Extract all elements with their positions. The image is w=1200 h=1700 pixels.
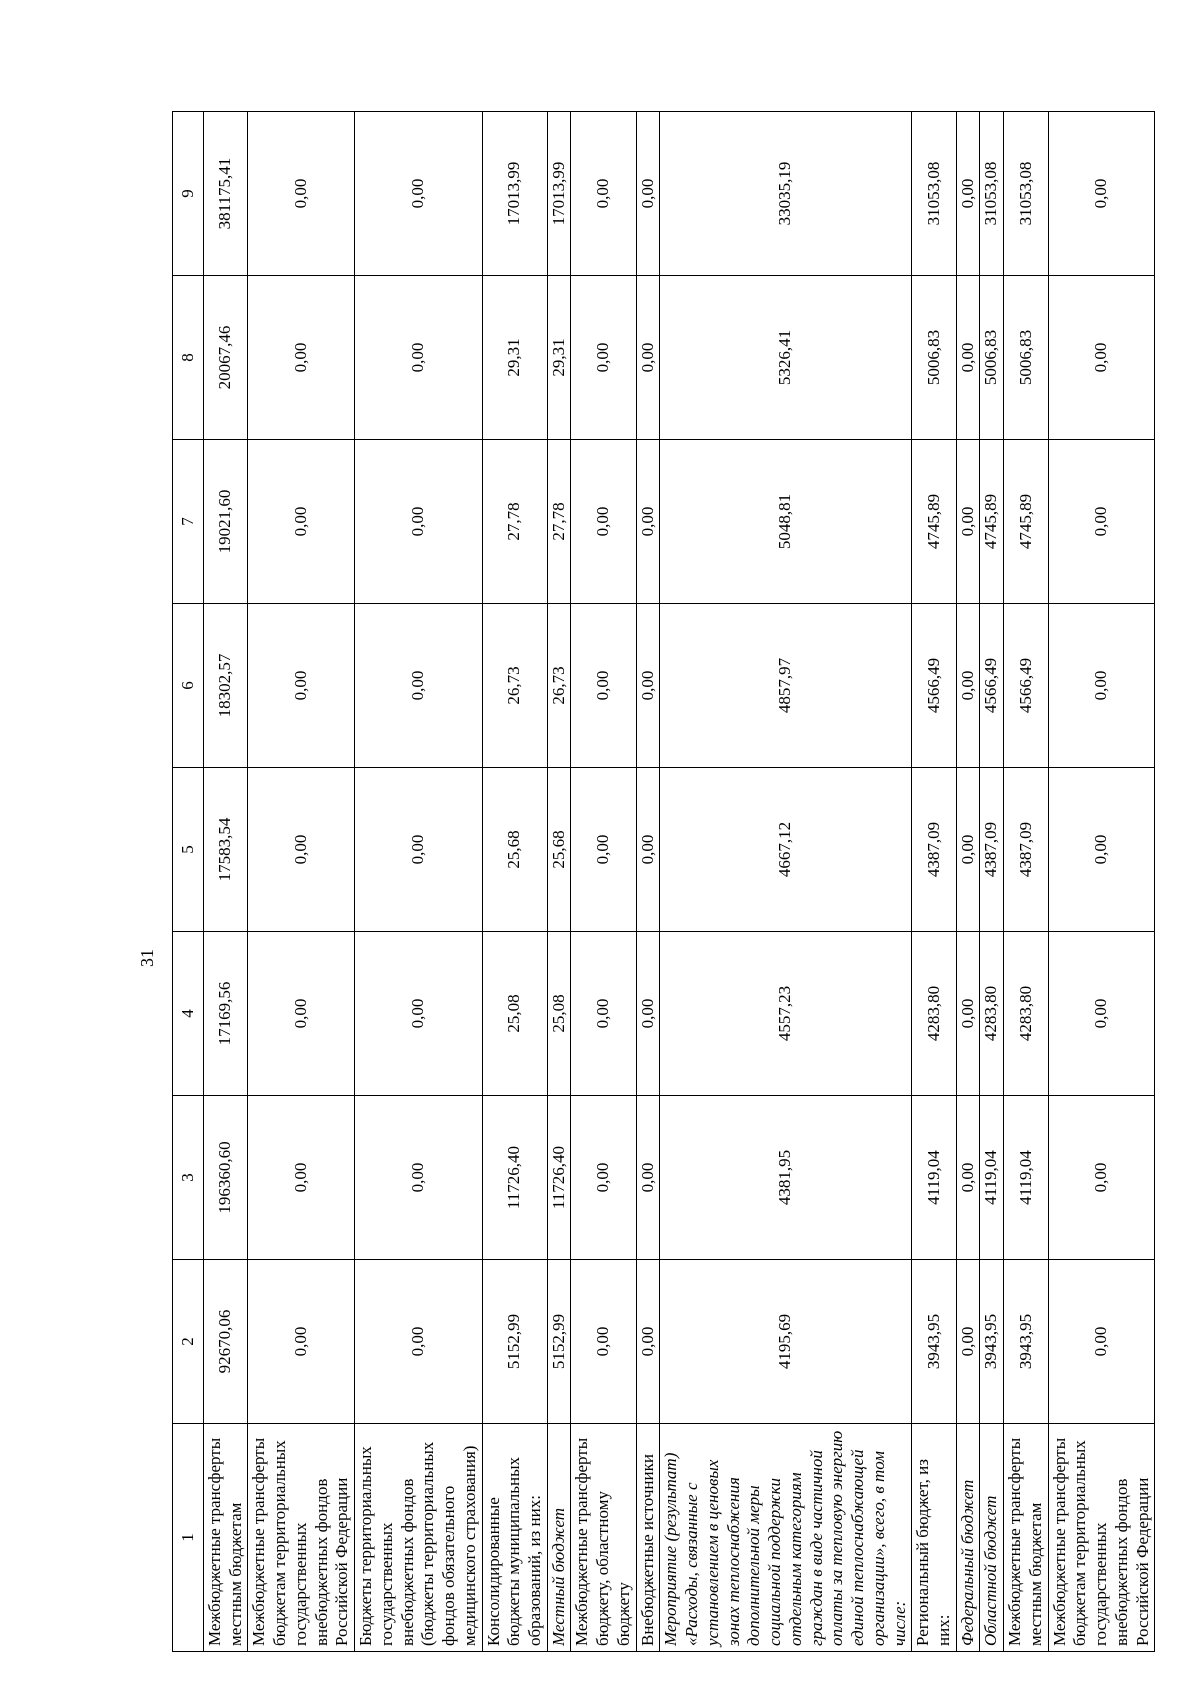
table-row (204, 112, 248, 1652)
table-cell: 18302,57 (204, 604, 248, 768)
table-cell: 5048,81 (660, 440, 912, 604)
table-cell: 0,00 (956, 276, 980, 440)
table-cell: 0,00 (1048, 1260, 1155, 1424)
table-cell: 3943,95 (980, 1260, 1004, 1424)
table-row (660, 112, 912, 1652)
row-label: Мероприятие (результат) «Расходы, связанные с установлением в ценовых зонах теплоснабжения дополнительной меры социальной поддержки отдельным категориям граждан в виде частичной оплаты за тепловую энергию единой теплоснабжающей организации», всего, в том числе: (660, 1424, 912, 1652)
table-cell: 0,00 (248, 1096, 355, 1260)
table-cell: 0,00 (248, 112, 355, 276)
page-number: 31 (137, 949, 157, 967)
table-cell: 17169,56 (204, 932, 248, 1096)
table-cell: 92670,06 (204, 1260, 248, 1424)
header-row (173, 112, 204, 1652)
table-row (355, 112, 482, 1652)
table-cell: 25,68 (547, 768, 571, 932)
table-cell: 0,00 (956, 604, 980, 768)
table-cell: 26,73 (547, 604, 571, 768)
table-cell: 5326,41 (660, 276, 912, 440)
table-row (956, 112, 980, 1652)
table-cell: 20067,46 (204, 276, 248, 440)
table-cell: 3943,95 (1004, 1260, 1048, 1424)
table-cell: 0,00 (636, 604, 660, 768)
row-label: Межбюджетные трансферты бюджету, областному бюджету (571, 1424, 636, 1652)
table-cell: 4283,80 (1004, 932, 1048, 1096)
table-cell: 4745,89 (1004, 440, 1048, 604)
column-header: 7 (173, 440, 204, 604)
row-label: Областной бюджет (980, 1424, 1004, 1652)
table-cell: 4283,80 (912, 932, 956, 1096)
table-cell: 0,00 (248, 932, 355, 1096)
table-cell: 0,00 (636, 112, 660, 276)
table-body (204, 112, 1155, 1652)
table-cell: 4387,09 (980, 768, 1004, 932)
table-cell: 0,00 (571, 604, 636, 768)
table-cell: 5152,99 (547, 1260, 571, 1424)
table-cell: 4745,89 (912, 440, 956, 604)
table-cell: 0,00 (956, 932, 980, 1096)
budget-table-container (172, 112, 1152, 1652)
table-cell: 31053,08 (912, 112, 956, 276)
table-cell: 11726,40 (482, 1096, 547, 1260)
table-cell: 27,78 (547, 440, 571, 604)
table-row (547, 112, 571, 1652)
table-cell: 4745,89 (980, 440, 1004, 604)
table-cell: 4283,80 (980, 932, 1004, 1096)
column-header: 4 (173, 932, 204, 1096)
table-cell: 29,31 (547, 276, 571, 440)
table-row (248, 112, 355, 1652)
table-cell: 4195,69 (660, 1260, 912, 1424)
table-cell: 0,00 (248, 604, 355, 768)
table-cell: 0,00 (571, 932, 636, 1096)
table-cell: 29,31 (482, 276, 547, 440)
table-cell: 0,00 (1048, 1096, 1155, 1260)
table-cell: 0,00 (1048, 932, 1155, 1096)
row-label: Консолидированные бюджеты муниципальных образований, из них: (482, 1424, 547, 1652)
table-cell: 0,00 (355, 604, 482, 768)
table-cell: 0,00 (355, 440, 482, 604)
table-cell: 196360,60 (204, 1096, 248, 1260)
table-cell: 5006,83 (912, 276, 956, 440)
table-cell: 0,00 (1048, 276, 1155, 440)
table-cell: 11726,40 (547, 1096, 571, 1260)
table-cell: 4119,04 (1004, 1096, 1048, 1260)
table-cell: 0,00 (355, 932, 482, 1096)
table-cell: 4566,49 (980, 604, 1004, 768)
row-label: Внебюджетные источники (636, 1424, 660, 1652)
column-header: 1 (173, 1424, 204, 1652)
table-cell: 0,00 (248, 1260, 355, 1424)
table-cell: 0,00 (636, 1096, 660, 1260)
table-cell: 5152,99 (482, 1260, 547, 1424)
column-header: 6 (173, 604, 204, 768)
table-cell: 5006,83 (1004, 276, 1048, 440)
table-cell: 0,00 (248, 440, 355, 604)
table-cell: 5006,83 (980, 276, 1004, 440)
column-header: 9 (173, 112, 204, 276)
column-header: 2 (173, 1260, 204, 1424)
row-label: Межбюджетные трансферты местным бюджетам (204, 1424, 248, 1652)
table-cell: 0,00 (571, 112, 636, 276)
column-header: 8 (173, 276, 204, 440)
row-label: Бюджеты территориальных государственных внебюджетных фондов (бюджеты территориальных фондов обязательного медицинского страхования) (355, 1424, 482, 1652)
table-cell: 4381,95 (660, 1096, 912, 1260)
table-cell: 0,00 (355, 1096, 482, 1260)
table-cell: 0,00 (571, 1096, 636, 1260)
table-cell: 4857,97 (660, 604, 912, 768)
table-cell: 0,00 (355, 276, 482, 440)
table-cell: 0,00 (355, 112, 482, 276)
table-cell: 0,00 (636, 768, 660, 932)
row-label: Местный бюджет (547, 1424, 571, 1652)
table-row (636, 112, 660, 1652)
table-cell: 0,00 (1048, 768, 1155, 932)
column-header: 3 (173, 1096, 204, 1260)
row-label: Межбюджетные трансферты бюджетам территориальных государственных внебюджетных фондов Российской Федерации (248, 1424, 355, 1652)
table-cell: 19021,60 (204, 440, 248, 604)
row-label: Межбюджетные трансферты местным бюджетам (1004, 1424, 1048, 1652)
table-cell: 0,00 (956, 768, 980, 932)
table-cell: 4387,09 (1004, 768, 1048, 932)
table-cell: 17013,99 (547, 112, 571, 276)
table-cell: 0,00 (636, 932, 660, 1096)
table-row (571, 112, 636, 1652)
table-row (1004, 112, 1048, 1652)
table-cell: 0,00 (1048, 112, 1155, 276)
table-cell: 25,08 (482, 932, 547, 1096)
table-cell: 0,00 (571, 440, 636, 604)
table-cell: 27,78 (482, 440, 547, 604)
table-cell: 4119,04 (980, 1096, 1004, 1260)
table-cell: 0,00 (636, 276, 660, 440)
table-cell: 4557,23 (660, 932, 912, 1096)
table-cell: 0,00 (571, 276, 636, 440)
table-row (912, 112, 956, 1652)
table-cell: 0,00 (355, 1260, 482, 1424)
table-cell: 3943,95 (912, 1260, 956, 1424)
row-label: Межбюджетные трансферты бюджетам территориальных государственных внебюджетных фондов Российской Федерации (1048, 1424, 1155, 1652)
table-cell: 33035,19 (660, 112, 912, 276)
table-cell: 26,73 (482, 604, 547, 768)
table-cell: 0,00 (956, 112, 980, 276)
table-cell: 17013,99 (482, 112, 547, 276)
table-cell: 0,00 (1048, 604, 1155, 768)
table-cell: 0,00 (956, 440, 980, 604)
table-cell: 0,00 (248, 768, 355, 932)
budget-table (172, 111, 1155, 1652)
table-cell: 25,08 (547, 932, 571, 1096)
table-cell: 0,00 (571, 768, 636, 932)
table-cell: 25,68 (482, 768, 547, 932)
table-cell: 0,00 (571, 1260, 636, 1424)
table-cell: 31053,08 (1004, 112, 1048, 276)
table-cell: 4566,49 (912, 604, 956, 768)
table-row (980, 112, 1004, 1652)
table-cell: 0,00 (636, 440, 660, 604)
table-cell: 0,00 (956, 1096, 980, 1260)
table-row (1048, 112, 1155, 1652)
table-cell: 0,00 (956, 1260, 980, 1424)
table-cell: 0,00 (355, 768, 482, 932)
table-cell: 0,00 (248, 276, 355, 440)
table-cell: 0,00 (1048, 440, 1155, 604)
table-cell: 0,00 (636, 1260, 660, 1424)
table-cell: 31053,08 (980, 112, 1004, 276)
table-cell: 381175,41 (204, 112, 248, 276)
table-cell: 17583,54 (204, 768, 248, 932)
table-cell: 4667,12 (660, 768, 912, 932)
row-label: Федеральный бюджет (956, 1424, 980, 1652)
table-cell: 4119,04 (912, 1096, 956, 1260)
table-row (482, 112, 547, 1652)
column-header: 5 (173, 768, 204, 932)
row-label: Региональный бюджет, из них: (912, 1424, 956, 1652)
table-cell: 4387,09 (912, 768, 956, 932)
table-cell: 4566,49 (1004, 604, 1048, 768)
